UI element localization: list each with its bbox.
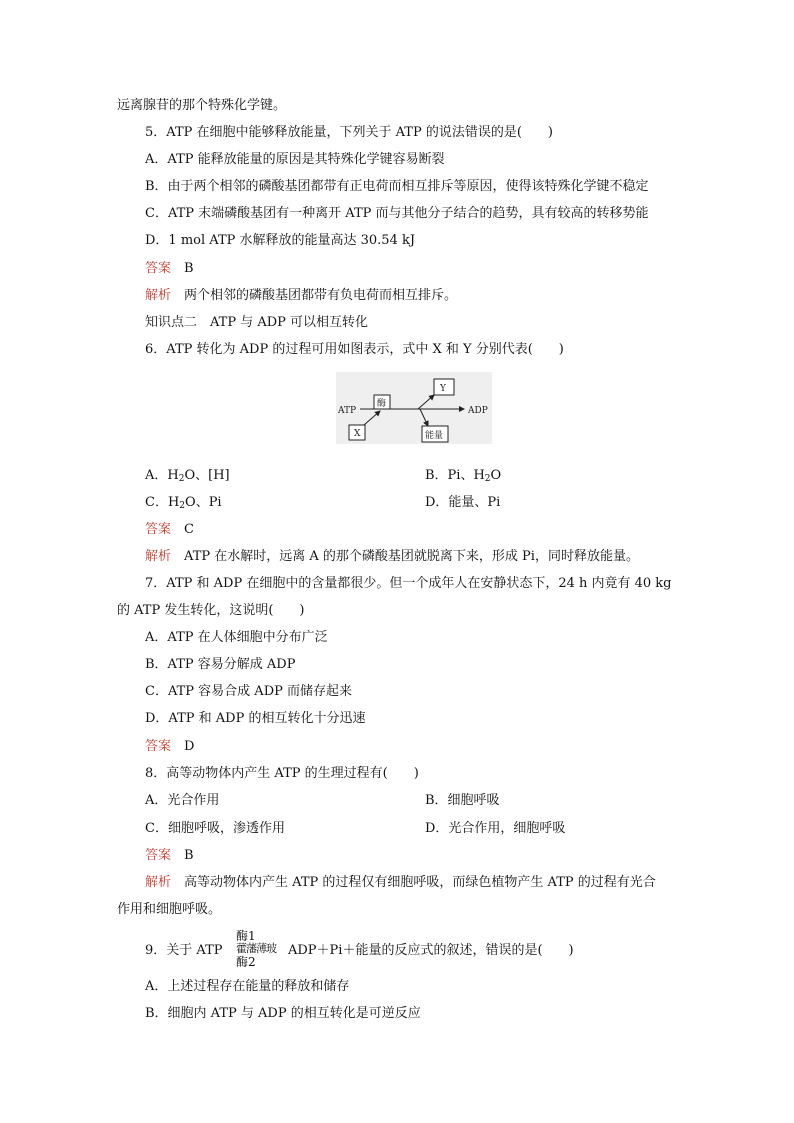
knowledge-point-heading: 知识点二 ATP 与 ADP 可以相互转化 xyxy=(145,315,369,330)
answer-label: 答案 xyxy=(145,522,172,537)
option-8b: B．细胞呼吸 xyxy=(425,793,500,808)
option-8d: D．光合作用，细胞呼吸 xyxy=(425,821,566,836)
option-7a: A．ATP 在人体细胞中分布广泛 xyxy=(145,630,328,645)
answer-label: 答案 xyxy=(145,261,172,276)
answer-7 xyxy=(145,738,194,756)
x-label: X xyxy=(354,429,361,439)
adp-label: ADP xyxy=(468,406,488,416)
option-7b: B．ATP 容易分解成 ADP xyxy=(145,657,296,672)
explanation-text: 两个相邻的磷酸基团都带有负电荷而相互排斥。 xyxy=(184,288,458,303)
question-7-line1: 7．ATP 和 ADP 在细胞中的含量都很少。但一个成年人在安静状态下，24 h 内竟有 40 kg xyxy=(145,576,672,591)
answer-label: 答案 xyxy=(145,739,172,754)
explanation-label: 解析 xyxy=(145,875,172,890)
option-8a: A．光合作用 xyxy=(145,793,220,808)
explanation-6 xyxy=(145,548,639,566)
option-8c: C．细胞呼吸，渗透作用 xyxy=(145,821,285,836)
answer-8 xyxy=(145,847,194,865)
enzyme-1-label: 酶1 xyxy=(236,929,256,943)
option-7c: C．ATP 容易合成 ADP 而储存起来 xyxy=(145,684,352,699)
explanation-8-line1 xyxy=(145,874,656,892)
question-6: 6．ATP 转化为 ADP 的过程可用如图表示，式中 X 和 Y 分别代表( ) xyxy=(145,342,564,357)
answer-5 xyxy=(145,260,194,278)
reversible-arrow-glyphs: 藿藩薄玻 xyxy=(236,942,276,955)
option-5a: A．ATP 能释放能量的原因是其特殊化学键容易断裂 xyxy=(145,152,445,167)
reaction-equation xyxy=(236,930,286,970)
option-9a: A．上述过程存在能量的释放和储存 xyxy=(145,979,350,994)
option-6d: D．能量、Pi xyxy=(425,495,501,510)
question-9-prefix: 9．关于 ATP xyxy=(145,943,223,958)
question-7-line2: 的 ATP 发生转化，这说明( ) xyxy=(117,603,305,618)
option-6c: C．$H_2O$、Pi xyxy=(145,495,222,511)
option-5b: B．由于两个相邻的磷酸基团都带有正电荷而相互排斥等原因，使得该特殊化学键不稳定 xyxy=(145,179,649,194)
option-7d: D．ATP 和 ADP 的相互转化十分迅速 xyxy=(145,711,366,726)
answer-value: C xyxy=(184,522,194,537)
energy-label: 能量 xyxy=(425,431,444,441)
explanation-text: ATP 在水解时，远离 A 的那个磷酸基团就脱离下来，形成 Pi，同时释放能量。 xyxy=(184,549,639,564)
option-6a: A．$H_2O$、[H] xyxy=(145,468,230,484)
explanation-8-line2: 作用和细胞呼吸。 xyxy=(117,902,222,917)
y-label: Y xyxy=(440,384,446,394)
option-9b: B．细胞内 ATP 与 ADP 的相互转化是可逆反应 xyxy=(145,1006,421,1021)
answer-value: D xyxy=(184,739,195,754)
enzyme-label: 酶 xyxy=(377,399,387,409)
answer-value: B xyxy=(184,261,194,276)
answer-label: 答案 xyxy=(145,848,172,863)
answer-6 xyxy=(145,521,194,539)
continued-text: 远离腺苷的那个特殊化学键。 xyxy=(117,98,287,113)
option-5c: C．ATP 末端磷酸基团有一种离开 ATP 而与其他分子结合的趋势，具有较高的转移势能 xyxy=(145,206,649,221)
question-9-suffix: ADP＋Pi＋能量的反应式的叙述，错误的是( ) xyxy=(288,943,574,958)
option-5d: D．1 mol ATP 水解释放的能量高达 30.54 kJ xyxy=(145,233,416,248)
answer-value: B xyxy=(184,848,194,863)
option-6b: B．Pi、$H_2O$ xyxy=(425,468,502,484)
atp-adp-diagram xyxy=(336,372,492,444)
explanation-label: 解析 xyxy=(145,549,172,564)
explanation-text: 高等动物体内产生 ATP 的过程仅有细胞呼吸，而绿色植物产生 ATP 的过程有光合 xyxy=(184,875,656,890)
question-5: 5．ATP 在细胞中能够释放能量，下列关于 ATP 的说法错误的是( ) xyxy=(145,125,554,140)
question-8: 8．高等动物体内产生 ATP 的生理过程有( ) xyxy=(145,766,419,781)
explanation-label: 解析 xyxy=(145,288,172,303)
explanation-5 xyxy=(145,287,457,305)
enzyme-2-label: 酶2 xyxy=(236,955,256,969)
atp-label: ATP xyxy=(338,406,357,416)
